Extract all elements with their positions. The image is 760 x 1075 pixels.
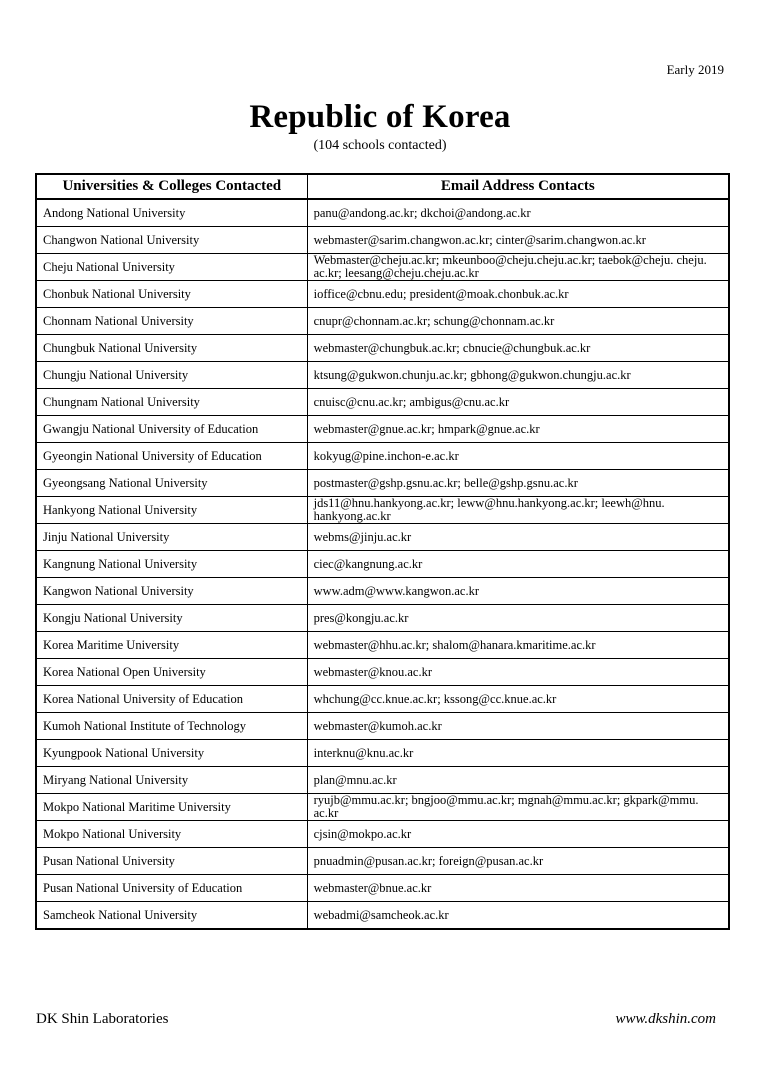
table-header-row xyxy=(36,174,729,199)
email-contacts: ciec@kangnung.ac.kr xyxy=(307,551,729,578)
email-contacts: postmaster@gshp.gsnu.ac.kr; belle@gshp.gsnu.ac.kr xyxy=(307,470,729,497)
table-row xyxy=(36,497,729,524)
email-contacts: webmaster@gnue.ac.kr; hmpark@gnue.ac.kr xyxy=(307,416,729,443)
footer-website: www.dkshin.com xyxy=(615,1011,716,1027)
email-contacts: kokyug@pine.inchon-e.ac.kr xyxy=(307,443,729,470)
institution-name: Korea National Open University xyxy=(36,659,307,686)
table-row xyxy=(36,632,729,659)
institution-name: Kangnung National University xyxy=(36,551,307,578)
institution-name: Chonbuk National University xyxy=(36,281,307,308)
institution-name: Gyeongin National University of Education xyxy=(36,443,307,470)
institution-name: Pusan National University xyxy=(36,848,307,875)
table-row xyxy=(36,578,729,605)
institution-name: Changwon National University xyxy=(36,227,307,254)
email-contacts: ktsung@gukwon.chunju.ac.kr; gbhong@gukwon.chungju.ac.kr xyxy=(307,362,729,389)
email-contacts: ryujb@mmu.ac.kr; bngjoo@mmu.ac.kr; mgnah@mmu.ac.kr; gkpark@mmu. ac.kr xyxy=(307,794,729,821)
page-subtitle: (104 schools contacted) xyxy=(313,138,447,153)
table-row xyxy=(36,308,729,335)
column-header-email: Email Address Contacts xyxy=(307,174,729,199)
institution-name: Gyeongsang National University xyxy=(36,470,307,497)
page-title: Republic of Korea xyxy=(249,99,511,135)
email-contacts: panu@andong.ac.kr; dkchoi@andong.ac.kr xyxy=(307,199,729,227)
table-row xyxy=(36,767,729,794)
table-row xyxy=(36,416,729,443)
institution-name: Gwangju National University of Education xyxy=(36,416,307,443)
institution-name: Kumoh National Institute of Technology xyxy=(36,713,307,740)
email-contacts: pres@kongju.ac.kr xyxy=(307,605,729,632)
table-row xyxy=(36,362,729,389)
institution-name: Kyungpook National University xyxy=(36,740,307,767)
email-contacts: cnuisc@cnu.ac.kr; ambigus@cnu.ac.kr xyxy=(307,389,729,416)
email-contacts: pnuadmin@pusan.ac.kr; foreign@pusan.ac.kr xyxy=(307,848,729,875)
table-row xyxy=(36,443,729,470)
table-row xyxy=(36,389,729,416)
table-row xyxy=(36,281,729,308)
table-row xyxy=(36,794,729,821)
footer-publisher: DK Shin Laboratories xyxy=(36,1011,169,1027)
institution-name: Chungbuk National University xyxy=(36,335,307,362)
table-row xyxy=(36,821,729,848)
table-row xyxy=(36,199,729,227)
email-contacts: jds11@hnu.hankyong.ac.kr; leww@hnu.hankyong.ac.kr; leewh@hnu. hankyong.ac.kr xyxy=(307,497,729,524)
table-row xyxy=(36,227,729,254)
email-contacts: webadmi@samcheok.ac.kr xyxy=(307,902,729,930)
email-contacts: ioffice@cbnu.edu; president@moak.chonbuk.ac.kr xyxy=(307,281,729,308)
institution-name: Chungju National University xyxy=(36,362,307,389)
table-row xyxy=(36,740,729,767)
institution-name: Korea Maritime University xyxy=(36,632,307,659)
table-row xyxy=(36,902,729,930)
table-body xyxy=(36,199,729,929)
table-row xyxy=(36,659,729,686)
email-contacts: webmaster@knou.ac.kr xyxy=(307,659,729,686)
institution-name: Samcheok National University xyxy=(36,902,307,930)
table-row xyxy=(36,875,729,902)
table-row xyxy=(36,551,729,578)
email-contacts: webmaster@bnue.ac.kr xyxy=(307,875,729,902)
email-contacts: plan@mnu.ac.kr xyxy=(307,767,729,794)
institution-name: Kongju National University xyxy=(36,605,307,632)
email-contacts: whchung@cc.knue.ac.kr; kssong@cc.knue.ac.kr xyxy=(307,686,729,713)
email-contacts: webmaster@sarim.changwon.ac.kr; cinter@sarim.changwon.ac.kr xyxy=(307,227,729,254)
table-row xyxy=(36,524,729,551)
table-row xyxy=(36,335,729,362)
contacts-table xyxy=(35,173,730,930)
email-contacts: webmaster@hhu.ac.kr; shalom@hanara.kmaritime.ac.kr xyxy=(307,632,729,659)
email-contacts: webmaster@kumoh.ac.kr xyxy=(307,713,729,740)
institution-name: Chungnam National University xyxy=(36,389,307,416)
table-row xyxy=(36,713,729,740)
institution-name: Kangwon National University xyxy=(36,578,307,605)
table-row xyxy=(36,254,729,281)
table-row xyxy=(36,848,729,875)
email-contacts: interknu@knu.ac.kr xyxy=(307,740,729,767)
institution-name: Mokpo National University xyxy=(36,821,307,848)
table-row xyxy=(36,686,729,713)
document-date: Early 2019 xyxy=(666,62,724,77)
email-contacts: webms@jinju.ac.kr xyxy=(307,524,729,551)
institution-name: Korea National University of Education xyxy=(36,686,307,713)
email-contacts: cjsin@mokpo.ac.kr xyxy=(307,821,729,848)
email-contacts: webmaster@chungbuk.ac.kr; cbnucie@chungbuk.ac.kr xyxy=(307,335,729,362)
institution-name: Hankyong National University xyxy=(36,497,307,524)
column-header-institution: Universities & Colleges Contacted xyxy=(36,174,307,199)
institution-name: Jinju National University xyxy=(36,524,307,551)
institution-name: Chonnam National University xyxy=(36,308,307,335)
institution-name: Miryang National University xyxy=(36,767,307,794)
table-row xyxy=(36,605,729,632)
institution-name: Pusan National University of Education xyxy=(36,875,307,902)
table-row xyxy=(36,470,729,497)
institution-name: Cheju National University xyxy=(36,254,307,281)
email-contacts: cnupr@chonnam.ac.kr; schung@chonnam.ac.kr xyxy=(307,308,729,335)
institution-name: Mokpo National Maritime University xyxy=(36,794,307,821)
institution-name: Andong National University xyxy=(36,199,307,227)
email-contacts: www.adm@www.kangwon.ac.kr xyxy=(307,578,729,605)
email-contacts: Webmaster@cheju.ac.kr; mkeunboo@cheju.cheju.ac.kr; taebok@cheju. cheju. ac.kr; leesang@cheju.cheju.ac.kr xyxy=(307,254,729,281)
